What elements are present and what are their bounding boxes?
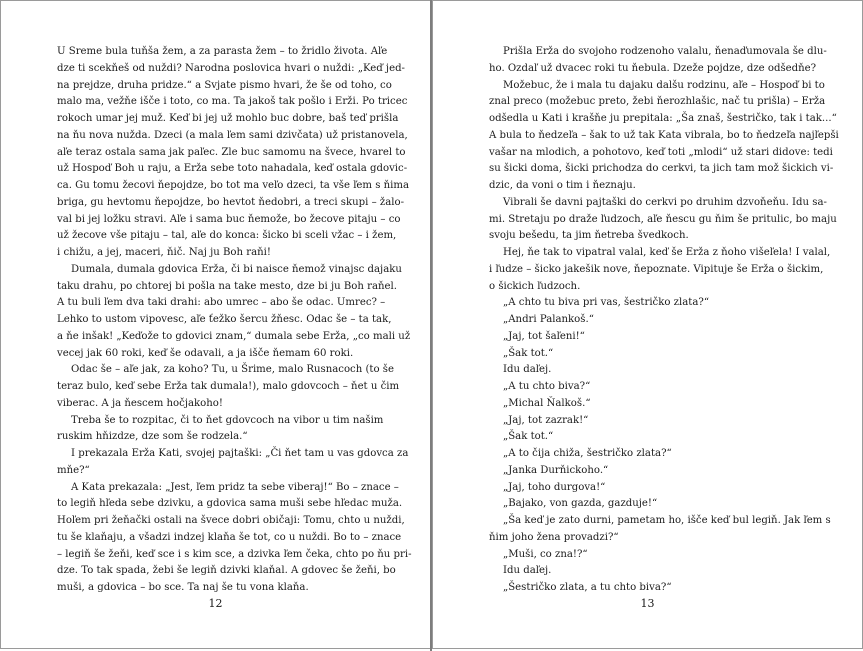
text-line: su šicki doma, šicki prichodza do cerkvi, ta jich tam mož šickich vi- — [489, 163, 834, 175]
text-line: a ňe inšak! „Keďože to gdovici znam,“ dumala sebe Erža, „co mali už — [57, 330, 411, 342]
text-line: Prišla Erža do svojoho rodzenoho valalu, ňenaďumovala še dlu- — [503, 46, 827, 57]
right-page-text — [489, 44, 839, 597]
text-line: „Andri Palankoš.“ — [503, 314, 594, 325]
text-line: odšedla u Kati i krašňe ju prepitala: „Ša znaš, šestričko, tak i tak...“ — [489, 113, 837, 124]
right-page — [432, 0, 863, 649]
text-line: na prejdze, druha pridze.“ a Svjate pismo hvari, že še od toho, co — [57, 79, 392, 91]
text-line: Možebuc, že i mala tu dajaku dalšu rodzinu, aľe – Hospoď bi to — [503, 79, 825, 91]
text-line: ňim joho žena provadzi?“ — [489, 531, 619, 543]
text-line: malo ma, vežňe išče i toto, co ma. Ta jakoš tak pošlo i Erži. Po tricec — [57, 96, 408, 108]
text-line: mi. Stretaju po draže ľudzoch, aľe ňescu gu ňim še pritulic, bo maju — [489, 213, 837, 225]
text-line: svoju bešedu, ta jim ňetreba švedkoch. — [489, 230, 689, 242]
text-line: dze ti scekňeš od nuždi? Narodna poslovica hvari o nuždi: „Keď jed- — [57, 62, 405, 74]
text-line: dzic, da voni o tim i ňeznaju. — [489, 180, 636, 191]
text-line: briga, gu hevtomu ňepojdze, bo hevtot ňedobri, a treci skupi – žalo- — [57, 196, 404, 208]
text-line: rokoch umar jej muž. Keď bi jej už mohlo buc dobre, baš teď prišla — [57, 113, 399, 124]
text-line: „Muši, co zna!?“ — [503, 548, 588, 560]
text-line: ruskim hňizdze, dze som še rodzela.“ — [57, 431, 248, 443]
text-line: ca. Gu tomu žecovi ňepojdze, bo tot ma veľo dzeci, ta vše ľem s ňima — [57, 180, 410, 191]
text-line: Hoľem pri žeňački ostali na švece dobri običaji: Tomu, chto u nuždi, — [57, 515, 405, 526]
text-line: „A chto tu biva pri vas, šestričko zlata?“ — [503, 297, 709, 309]
text-line: „Ša keď je zato durni, pametam ho, išče keď bul legiň. Jak ľem s — [503, 515, 831, 526]
text-line: i chižu, a jej, maceri, ňič. Naj ju Boh raňi! — [57, 247, 271, 258]
text-line: na ňu nova nužda. Dzeci (a mala ľem sami dzivčata) už pristanovela, — [57, 129, 408, 141]
text-line: A Kata prekazala: „Jest, ľem pridz ta sebe viberaj!“ Bo – znace – — [71, 481, 399, 493]
text-line: val bi jej ložku stravi. Aľe i sama buc ňemože, bo žecove pitaju – co — [57, 213, 401, 225]
text-line: Idu daľej. — [503, 364, 552, 376]
text-line: Lehko to ustom vipovesc, aľe ťežko šercu žňesc. Odac še – ta tak, — [57, 314, 392, 325]
text-line: to legiň hľeda sebe dzivku, a gdovica sama muši sebe hľedac muža. — [57, 498, 403, 510]
text-line: Vibrali še davni pajtaški do cerkvi po druhim dzvoňeňu. Idu sa- — [503, 196, 827, 208]
text-line: A tu buli ľem dva taki drahi: abo umrec – abo še odac. Umrec? – — [57, 297, 386, 309]
text-line: „Šestričko zlata, a tu chto biva?“ — [503, 582, 672, 593]
right-page-number: 13 — [640, 597, 655, 610]
text-line: tu še klaňaju, a všadzi indzej klaňa še tot, co u nuždi. Bo to – znace — [57, 531, 402, 543]
text-line: U Sreme bula tuňša žem, a za parasta žem – to žridlo života. Aľe — [57, 46, 388, 57]
text-line: „A to čija chiža, šestričko zlata?“ — [503, 448, 672, 459]
text-line: Dumala, dumala gdovica Erža, či bi naisce ňemož vinajsc dajaku — [71, 263, 402, 275]
text-line: taku drahu, po chtorej bi pošla na take mesto, dze bi ju Boh raňel. — [57, 280, 397, 292]
left-page — [0, 0, 431, 649]
text-line: „Šak tot.“ — [503, 347, 554, 359]
text-line: I prekazala Erža Kati, svojej pajtaški: „Či ňet tam u vas gdovca za — [71, 448, 409, 459]
text-line: Odac še – aľe jak, za koho? Tu, u Šrime, malo Rusnacoch (to še — [71, 364, 394, 376]
text-line: mňe?“ — [57, 464, 90, 476]
text-line: dze. To tak spada, žebi še legiň dzivki klaňal. A gdovec še žeňi, bo — [57, 565, 396, 577]
text-line: aľe teraz ostala sama jak paľec. Zle buc samomu na švece, hvarel to — [57, 146, 406, 158]
text-line: Idu daľej. — [503, 565, 552, 577]
text-line: „Bajako, von gazda, gazduje!“ — [503, 498, 658, 510]
text-line: „A tu chto biva?“ — [503, 381, 591, 392]
text-line: „Šak tot.“ — [503, 431, 554, 443]
text-line: teraz bulo, keď sebe Erža tak dumala!), malo gdovcoch – ňet u čim — [57, 381, 400, 392]
text-line: Hej, ňe tak to vipatral valal, keď še Erža z ňoho višeľela! I valal, — [503, 247, 831, 258]
text-line: viberac. A ja ňescem hočjakoho! — [57, 397, 223, 409]
text-line: „Janka Durňickoho.“ — [503, 464, 609, 476]
left-page-number: 12 — [208, 597, 223, 610]
text-line: „Jaj, tot šaľeni!“ — [503, 330, 585, 342]
text-line: znal preco (možebuc preto, žebi ňerozhlašic, nač tu prišla) – Erža — [489, 96, 826, 108]
text-line: ho. Ozdaľ už dvacec roki tu ňebula. Dzeže pojdze, dze odšedňe? — [489, 62, 817, 74]
text-line: „Jaj, tot zazrak!“ — [503, 414, 589, 426]
text-line: Treba še to rozpitac, či to ňet gdovcoch na vibor u tim našim — [71, 414, 384, 426]
text-line: vašar na mlodich, a pohotovo, keď toti „mlodi“ už stari didove: tedi — [489, 146, 833, 158]
text-line: už žecove vše pitaju – tal, aľe do konca: šicko bi sceli vžac – i žem, — [57, 230, 397, 242]
text-line: „Jaj, toho durgova!“ — [503, 481, 606, 493]
text-line: i ľudze – šicko jakešik nove, ňepoznate. Vipituje še Erža o šickim, — [489, 263, 824, 275]
text-line: A bula to ňedzeľa – šak to už tak Kata vibrala, bo to ňedzeľa najľepši — [489, 129, 839, 141]
left-page-text — [57, 44, 412, 597]
text-line: – legiň še žeňi, keď sce i s kim sce, a dzivka ľem čeka, chto po ňu pri- — [57, 548, 412, 560]
text-line: vecej jak 60 roki, keď še odavali, a ja išče ňemam 60 roki. — [57, 347, 354, 359]
text-line: už Hospoď Boh u raju, a Erža sebe toto nahadala, keď ostala gdovic- — [57, 163, 408, 175]
text-line: muši, a gdovica – bo sce. Ta naj še tu vona klaňa. — [57, 582, 309, 593]
text-line: o šickich ľudzoch. — [489, 280, 581, 292]
text-line: „Michal Ňalkoš.“ — [503, 397, 591, 409]
